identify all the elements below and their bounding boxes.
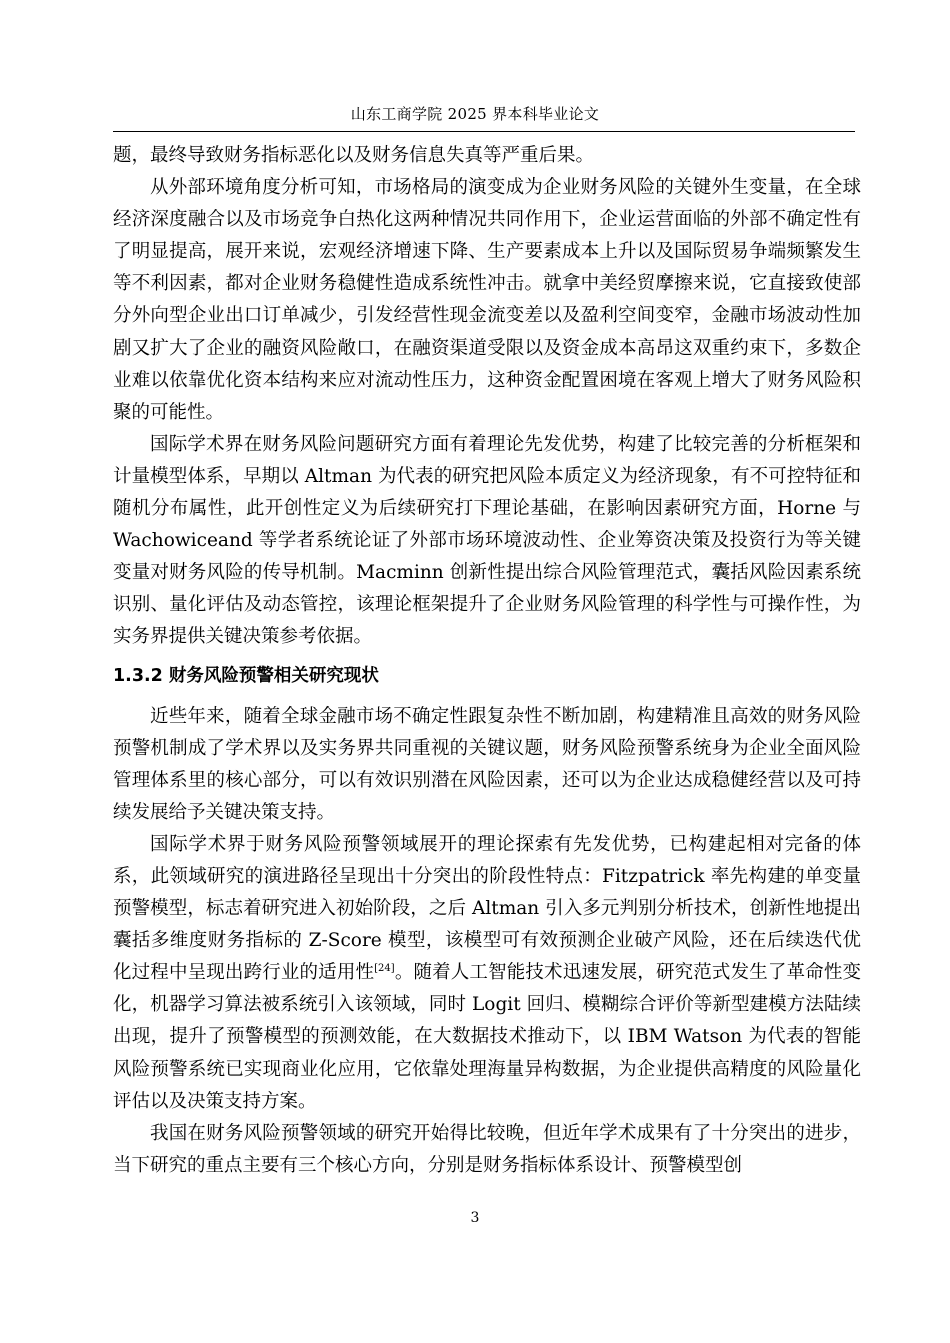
section-heading: 1.3.2 财务风险预警相关研究现状 [113, 665, 379, 686]
header-rule [113, 131, 855, 132]
running-header: 山东工商学院 2025 界本科毕业论文 [350, 105, 600, 123]
citation-reference: [24] [374, 963, 395, 975]
paragraph-domestic-research: 我国在财务风险预警领域的研究开始得比较晚，但近年学术成果有了十分突出的进步，当下研究的重点主要有三个核心方向，分别是财务指标体系设计、预警模型创 [113, 1122, 861, 1176]
page-number: 3 [470, 1210, 480, 1226]
paragraph-warning-models [113, 829, 861, 1118]
paragraph-recent-years: 近些年来，随着全球金融市场不确定性跟复杂性不断加剧，构建精准且高效的财务风险预警机制成了学术界以及实务界共同重视的关键议题，财务风险预警系统身为企业全面风险管理体系里的核心部分，可以有效识别潜在风险因素，还可以为企业达成稳健经营以及可持续发展给予关键决策支持。 [113, 705, 861, 823]
paragraph-text-part-1: 国际学术界于财务风险预警领域展开的理论探索有先发优势，已构建起相对完备的体系，此领域研究的演进路径呈现出十分突出的阶段性特点：Fitzpatrick 率先构建的单变量预警模型，标志着研究进入初始阶段，之后 Altman 引入多元判别分析技术，创新性地提出囊括多维度财务指标的 Z-Score 模型，该模型可有效预测企业破产风险，还在后续迭代优化过程中呈现出跨行业的适用性 [113, 833, 861, 984]
paragraph-external-environment: 从外部环境角度分析可知，市场格局的演变成为企业财务风险的关键外生变量，在全球经济深度融合以及市场竞争白热化这两种情况共同作用下，企业运营面临的外部不确定性有了明显提高，展开来说，宏观经济增速下降、生产要素成本上升以及国际贸易争端频繁发生等不利因素，都对企业财务稳健性造成系统性冲击。就拿中美经贸摩擦来说，它直接致使部分外向型企业出口订单减少，引发经营性现金流变差以及盈利空间变窄，金融市场波动性加剧又扩大了企业的融资风险敞口，在融资渠道受限以及资金成本高昂这双重约束下，多数企业难以依靠优化资本结构来应对流动性压力，这种资金配置困境在客观上增大了财务风险积聚的可能性。 [113, 177, 861, 423]
paragraph-international-research: 国际学术界在财务风险问题研究方面有着理论先发优势，构建了比较完善的分析框架和计量模型体系，早期以 Altman 为代表的研究把风险本质定义为经济现象，有不可控特征和随机分布属性，此开创性定义为后续研究打下理论基础，在影响因素研究方面，Horne 与 Wachowiceand 等学者系统论证了外部市场环境波动性、企业筹资决策及投资行为等关键变量对财务风险的传导机制。Macminn 创新性提出综合风险管理范式，囊括风险因素系统识别、量化评估及动态管控，该理论框架提升了企业财务风险管理的科学性与可操作性，为实务界提供关键决策参考依据。 [113, 433, 861, 648]
paragraph-text-part-2: 。随着人工智能技术迅速发展，研究范式发生了革命性变化，机器学习算法被系统引入该领域，同时 Logit 回归、模糊综合评价等新型建模方法陆续出现，提升了预警模型的预测效能，在大数据技术推动下，以 IBM Watson 为代表的智能风险预警系统已实现商业化应用，它依靠处理海量异构数据，为企业提供高精度的风险量化评估以及决策支持方案。 [113, 962, 861, 1112]
body-text [113, 140, 861, 1182]
paragraph-continued: 题，最终导致财务指标恶化以及财务信息失真等严重后果。 [113, 145, 595, 166]
